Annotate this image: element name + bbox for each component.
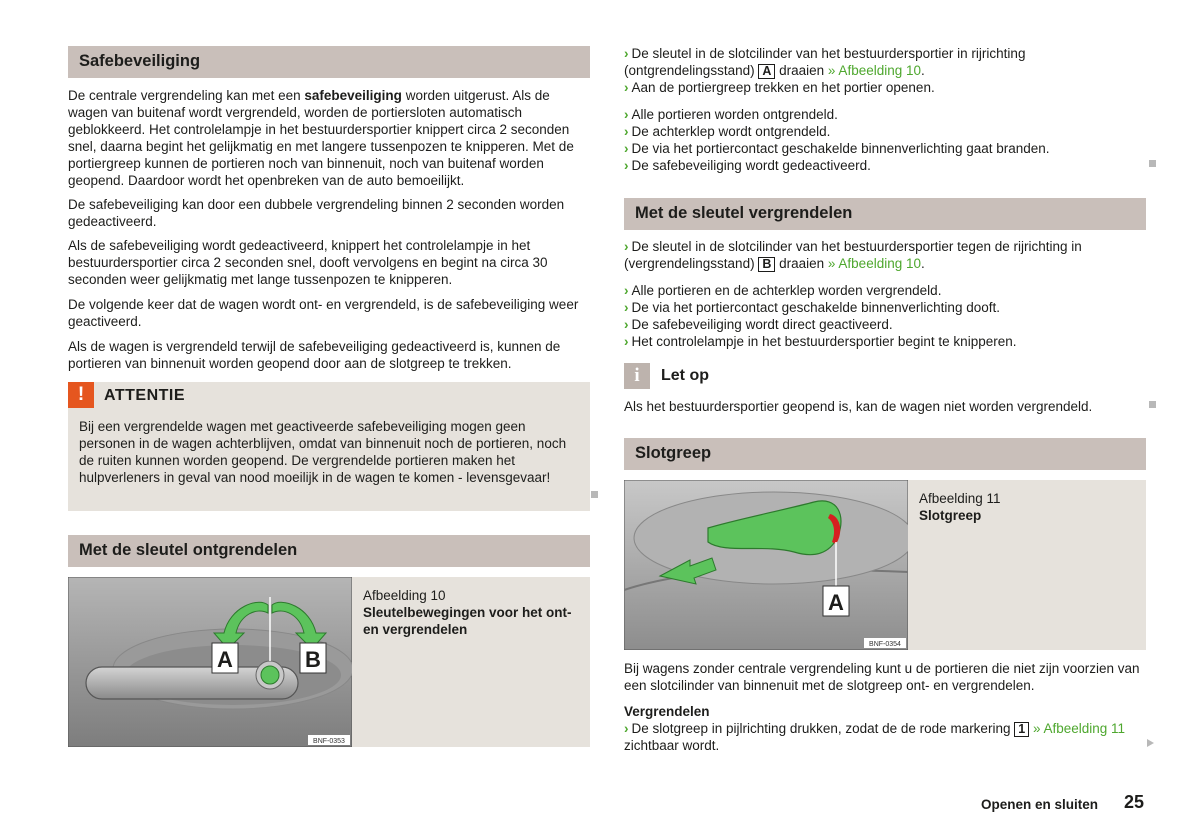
result-item: › De via het portiercontact geschakelde binnenverlichting gaat branden. xyxy=(624,141,1050,156)
paragraph-inside-open: Als de wagen is vergrendeld terwijl de safebeveiliging gedeactiveerd is, kunnen de portieren van binnenuit worden geopend door aan de slotgreep te trekken. xyxy=(68,339,561,371)
marker-number-1: 1 xyxy=(1014,722,1029,737)
section-title: Met de sleutel vergrendelen xyxy=(635,204,853,222)
figure-11 xyxy=(624,480,1146,650)
note-text: Als het bestuurdersportier geopend is, kan de wagen niet worden vergrendeld. xyxy=(624,399,1093,414)
section-heading-slotgreep xyxy=(624,438,1146,470)
bold-term: safebeveiliging xyxy=(304,88,402,103)
paragraph-slotgreep: Bij wagens zonder centrale vergrendeling kunt u de portieren die niet zijn voorzien van een slotcilinder van binnenuit met de slotgreep ont- en vergrendelen. xyxy=(624,661,1140,693)
figure-code: BNF-0353 xyxy=(313,738,345,745)
result-item: › Het controlelampje in het bestuurdersportier begint te knipperen. xyxy=(624,334,1017,349)
section-heading-lock xyxy=(624,198,1146,230)
figure-code: BNF-0354 xyxy=(869,641,901,648)
section-title: Slotgreep xyxy=(635,444,712,462)
footer-chapter-title: Openen en sluiten xyxy=(981,797,1099,812)
section-end-marker xyxy=(1149,401,1156,408)
key-movement-illustration xyxy=(68,577,352,747)
figure-11-caption xyxy=(919,490,1139,524)
continue-arrow-icon xyxy=(1147,739,1154,747)
figure-reference-link[interactable]: » Afbeelding 10 xyxy=(827,256,921,271)
info-icon: i xyxy=(624,363,650,389)
section-title: Met de sleutel ontgrendelen xyxy=(79,541,298,559)
section-heading-safebeveiliging xyxy=(68,46,590,78)
figure-label-b: B xyxy=(305,647,321,672)
figure-10 xyxy=(68,577,590,747)
warning-box xyxy=(68,382,590,511)
figure-number: Afbeelding 10 xyxy=(363,588,446,603)
result-item: › Alle portieren en de achterklep worden vergrendeld. xyxy=(624,283,942,298)
step-lock-key: › De sleutel in de slotcilinder van het bestuurdersportier tegen de rijrichting in (vergrendelingsstand) B draaien » Afbeelding 10. xyxy=(624,239,1082,271)
figure-reference-link[interactable]: » Afbeelding 10 xyxy=(827,63,922,78)
figure-label-a: A xyxy=(828,590,844,615)
result-item: › De via het portiercontact geschakelde binnenverlichting dooft. xyxy=(624,300,1000,315)
result-item: › De achterklep wordt ontgrendeld. xyxy=(624,124,831,139)
page-number: 25 xyxy=(1124,792,1145,812)
step-open-door: › Aan de portiergreep trekken en het portier openen. xyxy=(624,80,935,95)
section-title: Safebeveiliging xyxy=(79,52,201,70)
subheading-vergrendelen: Vergrendelen xyxy=(624,704,710,719)
step-unlock-key: › De sleutel in de slotcilinder van het bestuurdersportier in rijrichting (ontgrendelingsstand) A draaien » Afbeelding 10. xyxy=(624,46,1026,78)
paragraph-reactivated: De volgende keer dat de wagen wordt ont- en vergrendeld, is de safebeveiliging weer geactiveerd. xyxy=(68,297,579,329)
figure-title: Slotgreep xyxy=(919,508,982,523)
key-position-a: A xyxy=(758,64,775,79)
figure-label-a: A xyxy=(217,647,233,672)
figure-number: Afbeelding 11 xyxy=(919,491,1001,506)
figure-reference-link[interactable]: » Afbeelding 11 xyxy=(1032,721,1126,736)
note-title: Let op xyxy=(661,367,709,384)
result-item: › Alle portieren worden ontgrendeld. xyxy=(624,107,838,122)
paragraph-deactivated-lamp: Als de safebeveiliging wordt gedeactiveerd, knippert het controlelampje in het bestuurdersportier circa 2 seconden snel, dooft vervolgens en begint na circa 30 seconden weer gelijkmatig met lange tussenpozen te knipperen. xyxy=(68,238,548,287)
result-item: › De safebeveiliging wordt gedeactiveerd. xyxy=(624,158,871,173)
paragraph-intro: De centrale vergrendeling kan met een safebeveiliging worden uitgerust. Als de wagen van buitenaf wordt vergrendeld, worden de portiersloten automatisch geblokkeerd. Het controlelampje in het bestuurdersportier knippert circa 2 seconden snel, daarna begint het gelijkmatig en met langere tussenpozen te knipperen. Met de portiergreep kunnen de portieren noch van binnenuit, noch van buitenaf worden geopend. Daardoor wordt het openbreken van de auto bemoeilijkt. xyxy=(68,88,574,188)
figure-10-caption xyxy=(363,587,583,638)
figure-title: Sleutelbewegingen voor het ont- en vergrendelen xyxy=(363,605,572,637)
warning-icon: ! xyxy=(68,382,94,408)
warning-title: ATTENTIE xyxy=(104,387,186,404)
paragraph-deactivate: De safebeveiliging kan door een dubbele vergrendeling binnen 2 seconden worden gedeactiveerd. xyxy=(68,197,565,229)
door-handle-illustration xyxy=(624,480,908,650)
section-end-marker xyxy=(591,491,598,498)
result-item: › De safebeveiliging wordt direct geactiveerd. xyxy=(624,317,893,332)
section-heading-unlock xyxy=(68,535,590,567)
key-position-b: B xyxy=(758,257,775,272)
warning-text: Bij een vergrendelde wagen met geactiveerde safebeveiliging mogen geen personen in de wagen achterblijven, omdat van binnenuit noch de portieren, noch de ruiten kunnen worden geopend. De vergrendelde portieren maken het hulpverleners in geval van nood moeilijk in de wagen te komen - levensgevaar! xyxy=(79,419,567,485)
step-press-handle: › De slotgreep in pijlrichting drukken, zodat de de rode markering 1 » Afbeelding 11 zichtbaar wordt. xyxy=(624,721,1126,753)
section-end-marker xyxy=(1149,160,1156,167)
